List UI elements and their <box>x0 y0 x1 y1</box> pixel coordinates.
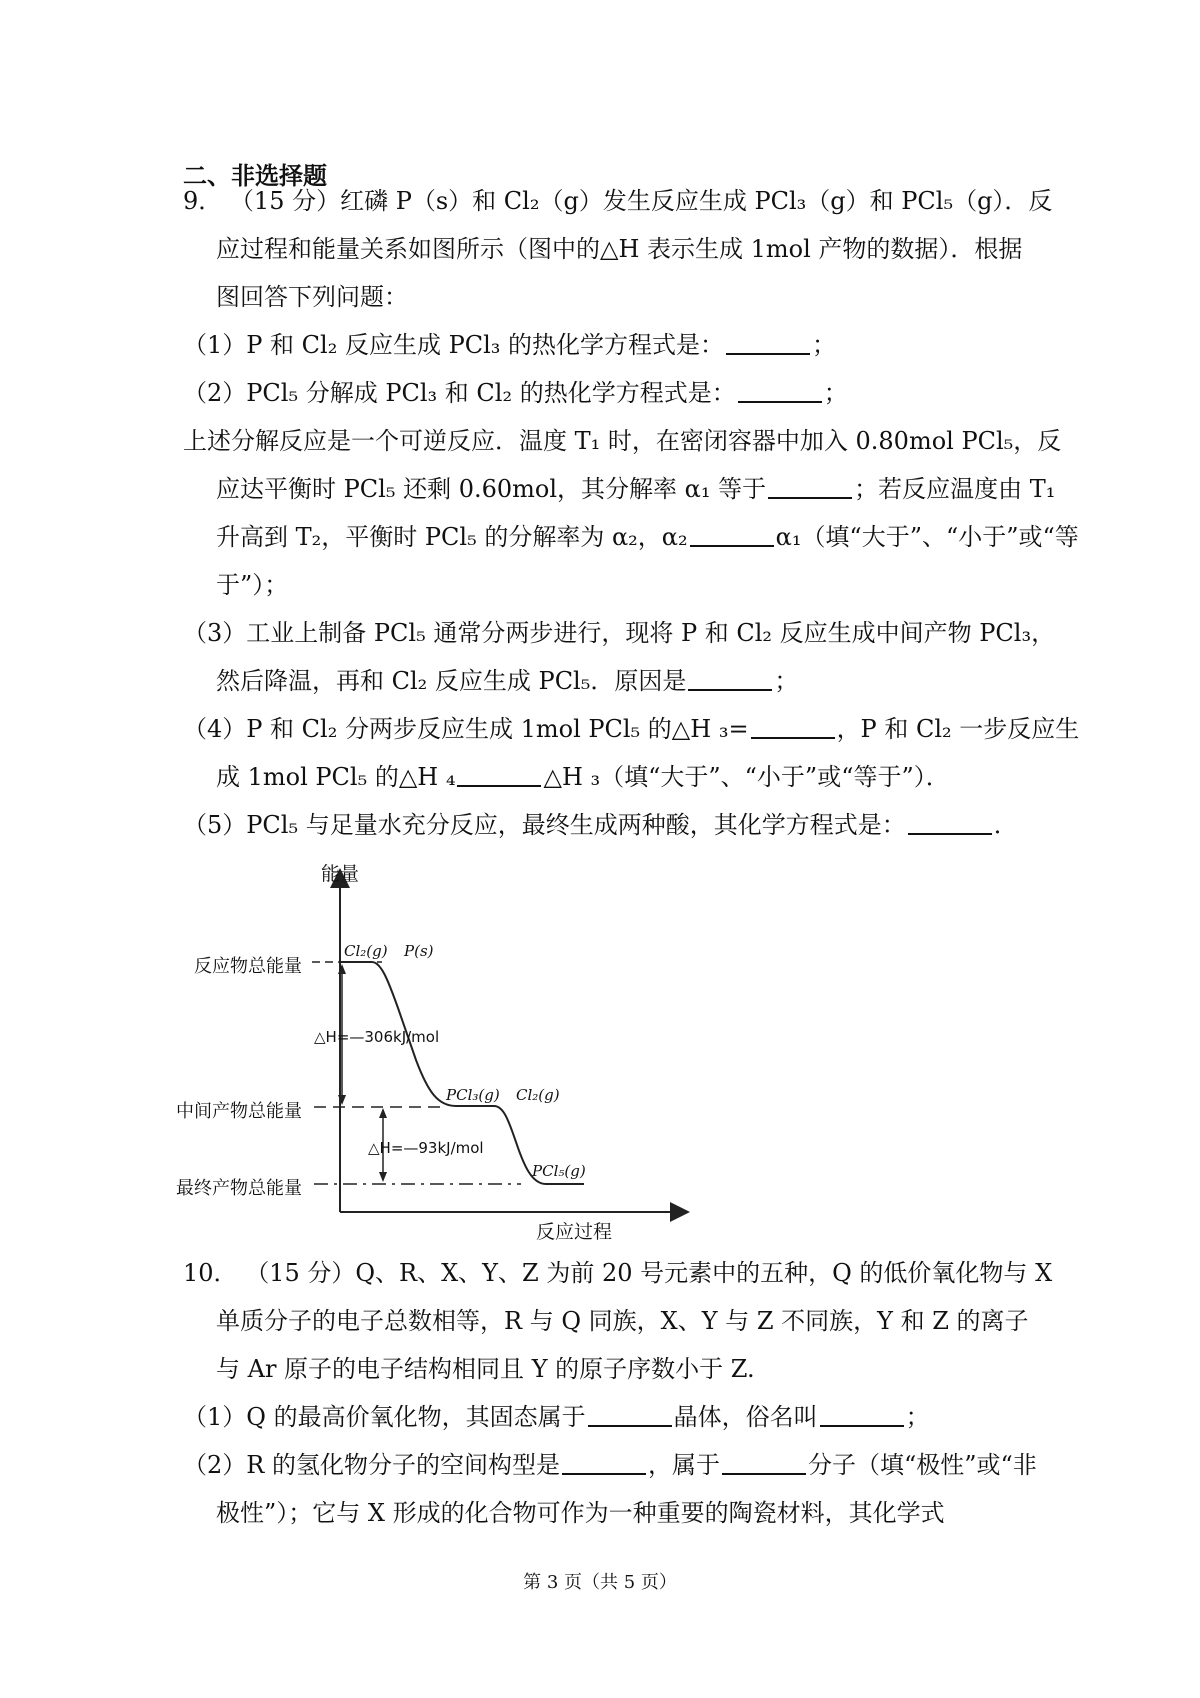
q10-part-1-text-2: 晶体，俗名叫 <box>673 1403 818 1431</box>
q9-part-4-text: 然后降温，再和 Cl₂ 反应生成 PCl₅．原因是 <box>216 667 687 695</box>
q9-part-3-text: 应达平衡时 PCl₅ 还剩 0.60mol，其分解率 α₁ 等于 <box>216 475 767 503</box>
q10-number: 10． <box>183 1259 238 1287</box>
q9-line-1 <box>183 186 1052 216</box>
answer-blank[interactable] <box>457 763 541 787</box>
q10-part-1-text: （1）Q 的最高价氧化物，其固态属于 <box>183 1403 586 1431</box>
q9-part-2-text: （2）PCl₅ 分解成 PCl₃ 和 Cl₂ 的热化学方程式是： <box>183 379 736 407</box>
q9-part-5-end: ，P 和 Cl₂ 一步反应生 <box>836 715 1080 743</box>
page-footer: 第 3 页（共 5 页） <box>523 1572 677 1593</box>
answer-blank[interactable] <box>690 523 774 547</box>
dh2-arrowhead-top <box>379 1108 387 1118</box>
label-cl2-1: Cl₂(g) <box>344 942 388 960</box>
q10-text-1: （15 分）Q、R、X、Y、Z 为前 20 号元素中的五种，Q 的低价氧化物与 X <box>245 1259 1053 1287</box>
answer-blank[interactable] <box>738 379 822 403</box>
q9-part-2-end: ； <box>823 379 848 407</box>
q9-part-4-end: ； <box>774 667 799 695</box>
q9-part-6 <box>183 810 1018 840</box>
answer-blank[interactable] <box>908 811 992 835</box>
answer-blank[interactable] <box>722 1451 806 1475</box>
q9-number: 9． <box>183 187 223 215</box>
q9-text-1: （15 分）红磷 P（s）和 Cl₂（g）发生反应生成 PCl₃（g）和 PCl₅（g）．反 <box>229 187 1053 215</box>
q9-line-2: 应过程和能量关系如图所示（图中的△H 表示生成 1mol 产物的数据）．根据 <box>216 235 1023 263</box>
q9-part-3-line-2 <box>216 474 1055 504</box>
answer-blank[interactable] <box>726 331 810 355</box>
q9-part-1 <box>183 330 836 360</box>
q9-part-6-end: ． <box>993 811 1018 839</box>
label-cl2-2: Cl₂(g) <box>516 1086 560 1104</box>
q10-part-2-text: （2）R 的氢化物分子的空间构型是 <box>183 1451 560 1479</box>
q10-part-1 <box>183 1402 930 1432</box>
dh1-label: △H=—306kJ/mol <box>314 1028 440 1046</box>
q9-part-5-text-2: 成 1mol PCl₅ 的△H ₄ <box>216 763 456 791</box>
answer-blank[interactable] <box>688 667 772 691</box>
q10-part-2-line-1 <box>183 1450 1037 1480</box>
q9-part-6-text: （5）PCl₅ 与足量水充分反应，最终生成两种酸，其化学方程式是： <box>183 811 906 839</box>
section-title: 二、非选择题 <box>183 162 327 190</box>
answer-blank[interactable] <box>588 1403 672 1427</box>
q9-part-1-end: ； <box>812 331 837 359</box>
answer-blank[interactable] <box>751 715 835 739</box>
answer-blank[interactable] <box>768 475 852 499</box>
q9-part-4-line-2 <box>216 666 798 696</box>
dh2-label: △H=—93kJ/mol <box>368 1139 484 1157</box>
energy-diagram <box>176 860 696 1240</box>
q9-part-3-end-2: α₁（填“大于”、“小于”或“等 <box>775 523 1079 551</box>
q9-part-3-line-4: 于”）； <box>216 571 289 599</box>
x-axis-label: 反应过程 <box>536 1221 613 1240</box>
q10-part-1-end: ； <box>905 1403 930 1431</box>
q10-line-1 <box>183 1258 1052 1288</box>
q9-part-5-line-1 <box>183 714 1079 744</box>
q9-part-5-line-2 <box>216 762 950 792</box>
y-axis-label: 能量 <box>321 863 360 885</box>
q9-part-3-line-1: 上述分解反应是一个可逆反应．温度 T₁ 时，在密闭容器中加入 0.80mol PCl₅，反 <box>183 427 1062 455</box>
q9-part-2 <box>183 378 848 408</box>
label-p: P(s) <box>404 942 434 960</box>
level-final-label: 最终产物总能量 <box>176 1178 302 1199</box>
q9-part-3-text-2: 升高到 T₂，平衡时 PCl₅ 的分解率为 α₂，α₂ <box>216 523 688 551</box>
q10-line-3: 与 Ar 原子的电子结构相同且 Y 的原子序数小于 Z. <box>216 1355 755 1383</box>
q9-part-3-line-3 <box>216 522 1079 552</box>
q9-line-3: 图回答下列问题： <box>216 283 408 311</box>
q9-part-3-end: ；若反应温度由 T₁ <box>854 475 1056 503</box>
q10-part-2-line-2: 极性”）；它与 X 形成的化合物可作为一种重要的陶瓷材料，其化学式 <box>216 1499 945 1527</box>
dh2-arrowhead-bottom <box>379 1172 387 1182</box>
answer-blank[interactable] <box>562 1451 646 1475</box>
label-pcl3: PCl₃(g) <box>446 1086 500 1104</box>
q9-part-5-text: （4）P 和 Cl₂ 分两步反应生成 1mol PCl₅ 的△H ₃= <box>183 715 749 743</box>
level-reactant-label: 反应物总能量 <box>194 956 302 977</box>
level-intermediate-label: 中间产物总能量 <box>176 1101 302 1122</box>
q10-part-2-text-2: ，属于 <box>647 1451 720 1479</box>
q10-line-2: 单质分子的电子总数相等，R 与 Q 同族，X、Y 与 Z 不同族，Y 和 Z 的离子 <box>216 1307 1029 1335</box>
q10-part-2-text-3: 分子（填“极性”或“非 <box>807 1451 1037 1479</box>
q9-part-1-text: （1）P 和 Cl₂ 反应生成 PCl₃ 的热化学方程式是： <box>183 331 725 359</box>
answer-blank[interactable] <box>820 1403 904 1427</box>
q9-part-5-end-2: △H ₃（填“大于”、“小于”或“等于”）． <box>543 763 950 791</box>
q9-part-4-line-1: （3）工业上制备 PCl₅ 通常分两步进行，现将 P 和 Cl₂ 反应生成中间产物 PCl₃， <box>183 619 1056 647</box>
label-pcl5: PCl₅(g) <box>532 1162 586 1180</box>
